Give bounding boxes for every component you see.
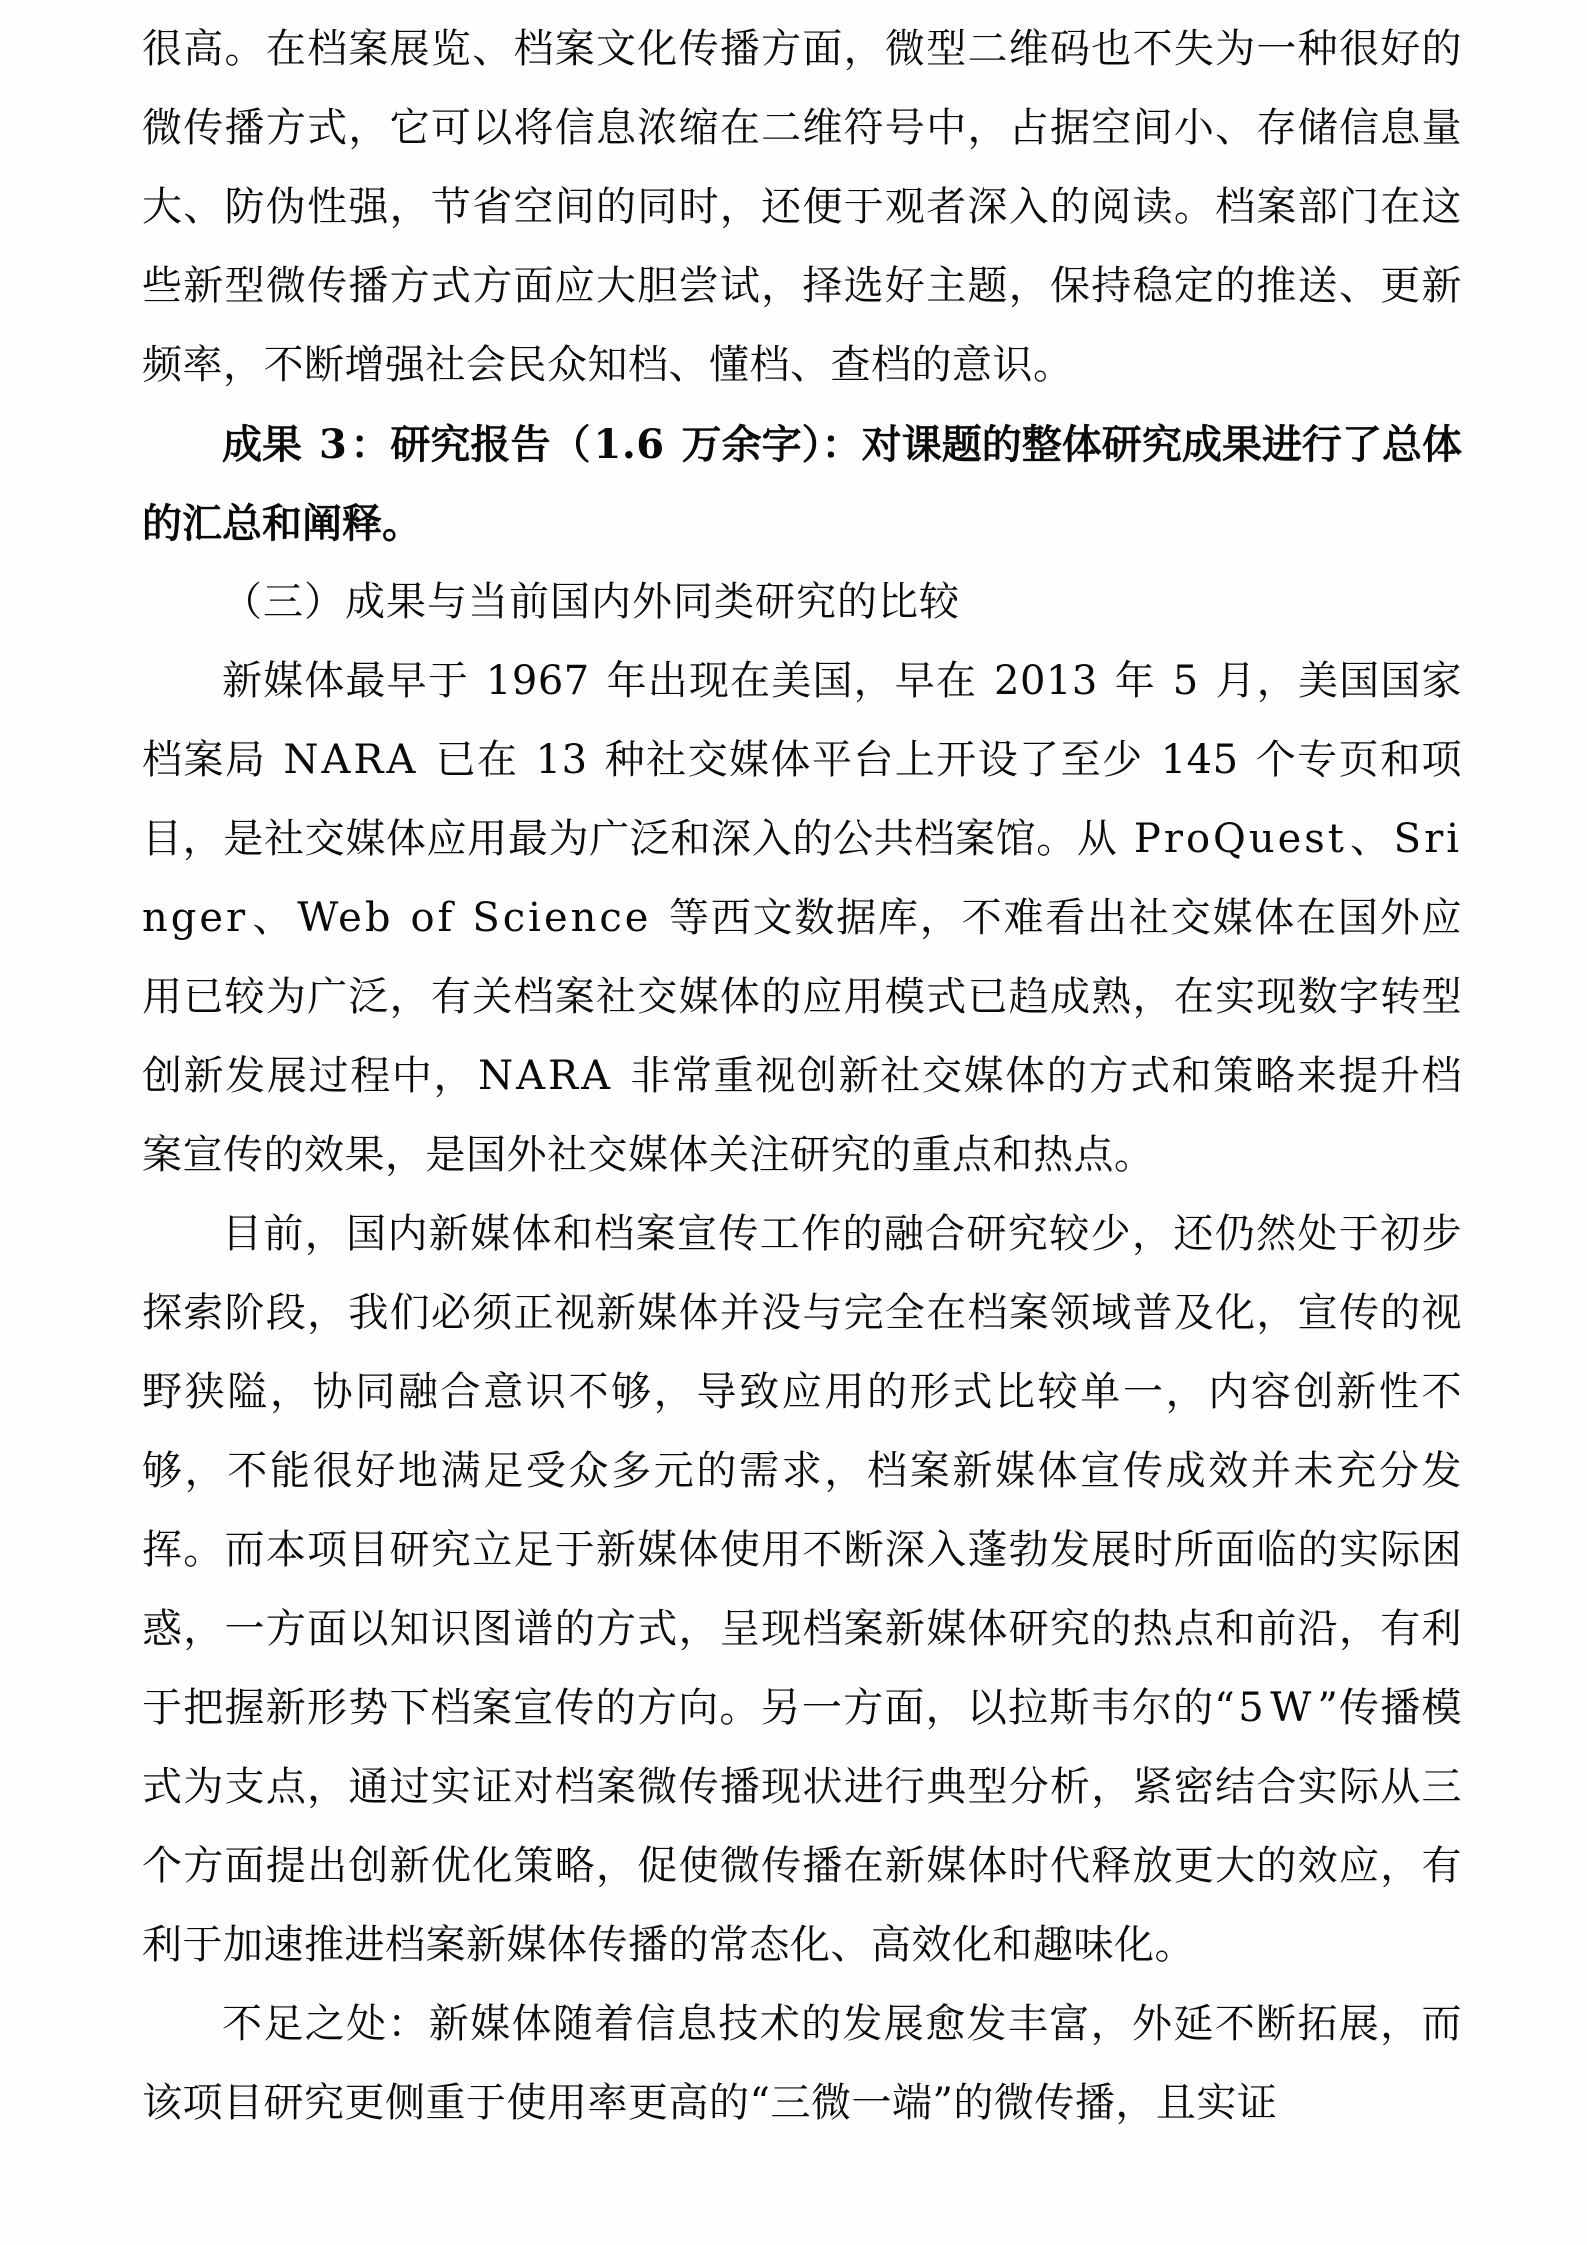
- latin-run: 3: [319, 421, 348, 468]
- latin-run: 5: [1172, 658, 1199, 704]
- paragraph-domestic-status: 目前，国内新媒体和档案宣传工作的融合研究较少，还仍然处于初步探索阶段，我们必须正视新媒体并没与完全在档案领域普及化，宣传的视野狭隘，协同融合意识不够，导致应用的形式比较单一，内容创新性不够，不能很好地满足受众多元的需求，档案新媒体宣传成效并未充分发挥。而本项目研究立足于新媒体使用不断深入蓬勃发展时所面临的实际困惑，一方面以知识图谱的方式，呈现档案新媒体研究的热点和前沿，有利于把握新形势下档案宣传的方向。另一方面，以拉斯韦尔的“5 W”传播模式为支点，通过实证对档案微传播现状进行典型分析，紧密结合实际从三个方面提出创新优化策略，促使微传播在新媒体时代释放更大的效应，有利于加速推进档案新媒体传播的常态化、高效化和趣味化。: [142, 1211, 1463, 1968]
- latin-run: Web of Science: [297, 895, 652, 941]
- paragraph-achievement-3: 成果 3：研究报告（1.6 万余字）：对课题的整体研究成果进行了总体的汇总和阐释。: [142, 421, 1462, 547]
- latin-run: Sringer: [142, 816, 1462, 941]
- paragraph-micro-transmission: 很高。在档案展览、档案文化传播方面，微型二维码也不失为一种很好的微传播方式，它可以将信息浓缩在二维符号中，占据空间小、存储信息量大、防伪性强，节省空间的同时，还便于观者深入的阅读。档案部门在这些新型微传播方式方面应大胆尝试，择选好主题，保持稳定的推送、更新频率，不断增强社会民众知档、懂档、查档的意识。: [142, 26, 1462, 388]
- latin-run: 2013: [994, 658, 1098, 704]
- latin-run: 145: [1160, 737, 1239, 783]
- latin-run: 13: [535, 737, 588, 783]
- paragraph-shortcomings: 不足之处：新媒体随着信息技术的发展愈发丰富，外延不断拓展，而该项目研究更侧重于使用率更高的“三微一端”的微传播，且实证: [142, 2001, 1462, 2126]
- latin-run: W: [1270, 1685, 1315, 1731]
- latin-run: 1.6: [593, 421, 665, 468]
- paragraph-nara-overseas: 新媒体最早于 1967 年出现在美国，早在 2013 年 5 月，美国国家档案局 NARA 已在 13 种社交媒体平台上开设了至少 145 个专页和项目，是社交媒体应用最为广泛和深入的公共档案馆。从 ProQuest、Sringer、Web of Science 等西文数据库，不难看出社交媒体在国外应用已较为广泛，有关档案社交媒体的应用模式已趋成熟，在实现数字转型创新发展过程中，NARA 非常重视创新社交媒体的方式和策略来提升档案宣传的效果，是国外社交媒体关注研究的重点和热点。: [142, 658, 1463, 1178]
- latin-run: NARA: [283, 737, 419, 783]
- latin-run: 1967: [485, 658, 590, 704]
- latin-run: NARA: [478, 1053, 614, 1099]
- latin-run: ProQuest: [1133, 816, 1347, 862]
- document-body: [142, 10, 1462, 2143]
- section-heading-three: （三）成果与当前国内外同类研究的比较: [222, 579, 960, 625]
- latin-run: 5: [1238, 1685, 1265, 1731]
